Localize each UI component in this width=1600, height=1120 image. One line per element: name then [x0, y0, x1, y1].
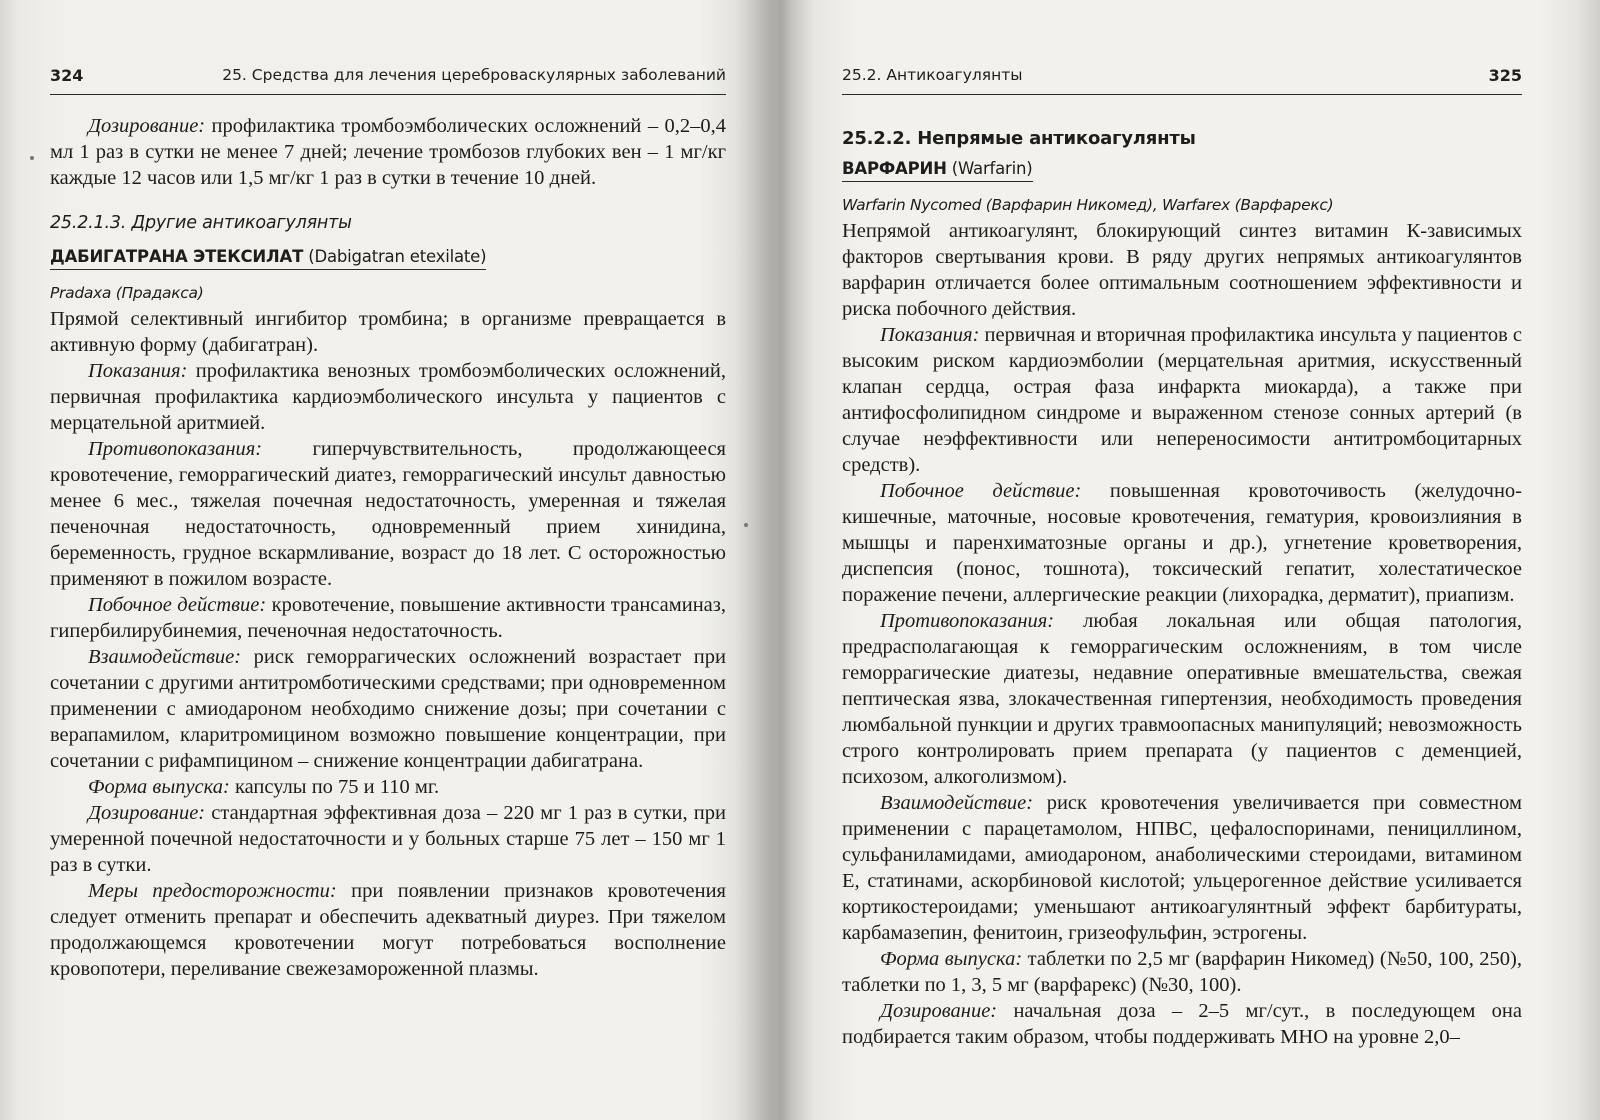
- release-form-label: Форма выпуска:: [880, 948, 1023, 970]
- indications-text: профилактика венозных тромбоэмболических осложнений, первичная профилактика кардиоэмболического инсульта у пациентов с мерцательной аритмией.: [50, 360, 726, 434]
- side-effects-paragraph: [50, 592, 726, 644]
- page-body: [842, 124, 1522, 1050]
- right-page: [842, 0, 1522, 1120]
- side-effects-paragraph: [842, 478, 1522, 608]
- drug-latin-name: (Warfarin): [946, 159, 1033, 178]
- indications-text: первичная и вторичная профилактика инсульта у пациентов с высоким риском кардиоэмболии (мерцательная аритмия, искусственный клапан сердца, острая фаза инфаркта миокарда), а также при антифосфолипидном синдроме и выраженном стенозе сонных артерий (в случае неэффективности или непереносимости антитромбоцитарных средств).: [842, 324, 1523, 476]
- release-form-text: таблетки по 2,5 мг (варфарин Никомед) (№50, 100, 250), таблетки по 1, 3, 5 мг (варфарекс) (№30, 100).: [842, 948, 1523, 996]
- drug-name: ДАБИГАТРАНА ЭТЕКСИЛАТ: [50, 247, 304, 266]
- dosing-label: Дозирование:: [88, 115, 206, 137]
- interactions-paragraph: [50, 644, 726, 774]
- section-heading: 25.2.2. Непрямые антикоагулянты: [842, 128, 1196, 149]
- interactions-paragraph: [842, 790, 1522, 946]
- precautions-label: Меры предосторожности:: [88, 880, 337, 902]
- side-effects-text: повышенная кровоточивость (желудочно-кишечные, маточные, носовые кровотечения, гематурия, кровоизлияния в мышцы и паренхиматозные органы и др.), угнетение кроветворения, диспепсия (понос, тошнота), токсический гепатит, холестатическое поражение печени, аллергические реакции (лихорадка, дерматит), приапизм.: [842, 480, 1522, 606]
- indications-label: Показания:: [880, 324, 980, 346]
- precautions-paragraph: [50, 878, 726, 982]
- drug-heading: [50, 247, 486, 270]
- section-heading: 25.2.1.3. Другие антикоагулянты: [50, 213, 352, 233]
- interactions-label: Взаимодействие:: [88, 646, 242, 668]
- contraindications-text: гиперчувствительность, продолжающееся кровотечение, геморрагический диатез, геморрагический инсульт давностью менее 6 мес., тяжелая почечная недостаточность, умеренная и тяжелая печеночная недостаточность, одновременный прием хинидина, беременность, грудное вскармливание, возраст до 18 лет. С осторожностью применяют в пожилом возрасте.: [50, 438, 726, 590]
- release-form-paragraph: [50, 774, 726, 800]
- page-number: 325: [1488, 66, 1522, 85]
- interactions-text: риск геморрагических осложнений возрастает при сочетании с другими антитромботическими средствами; при одновременном применении с амиодароном необходимо снижение дозы; при сочетании с верапамилом, кларитромицином возможно повышение концентрации, при сочетании с рифампицином – снижение концентрации дабигатрана.: [50, 646, 726, 772]
- contraindications-paragraph: [50, 436, 726, 592]
- description-paragraph: Непрямой антикоагулянт, блокирующий синтез витамин К-зависимых факторов свертывания крови. В ряду других непрямых антикоагулянтов варфарин отличается более оптимальным соотношением эффективности и риска побочного действия.: [842, 220, 1522, 320]
- dosing-text: профилактика тромбоэмболических осложнений – 0,2–0,4 мл 1 раз в сутки не менее 7 дней; лечение тромбозов глубоких вен – 1 мг/кг каждые 12 часов или 1,5 мг/кг 1 раз в сутки в течение 10 дней.: [50, 115, 726, 189]
- scan-speck: [744, 523, 748, 527]
- contraindications-paragraph: [842, 608, 1522, 790]
- side-effects-text: кровотечение, повышение активности трансаминаз, гипербилирубинемия, печеночная недостаточность.: [50, 594, 726, 642]
- contraindications-text: любая локальная или общая патология, предрасполагающая к геморрагическим осложнениям, в том числе геморрагические диатезы, недавние оперативные вмешательства, свежая пептическая язва, злокачественная гипертензия, необходимость проведения люмбальной пункции и других травмоопасных манипуляций; невозможность строго контролировать прием препарата (у пациентов с деменцией, психозом, алкоголизмом).: [842, 610, 1522, 788]
- running-header: [842, 62, 1522, 95]
- release-form-label: Форма выпуска:: [88, 776, 230, 798]
- dosing-text: начальная доза – 2–5 мг/сут., в последующем она подбирается таким образом, чтобы поддерживать МНО на уровне 2,0–: [842, 1000, 1522, 1048]
- page-body: [50, 113, 726, 982]
- dosing-label: Дозирование:: [880, 1000, 998, 1022]
- drug-name: ВАРФАРИН: [842, 159, 947, 178]
- dosing-paragraph: [50, 800, 726, 878]
- book-gutter-shadow: [740, 0, 810, 1120]
- indications-label: Показания:: [88, 360, 188, 382]
- contraindications-label: Противопоказания:: [880, 610, 1055, 632]
- left-page: [50, 0, 726, 1120]
- description-paragraph: Прямой селективный ингибитор тромбина; в организме превращается в активную форму (дабигатран).: [50, 308, 726, 356]
- dosing-label: Дозирование:: [88, 802, 206, 824]
- indications-paragraph: [842, 322, 1522, 478]
- running-title: 25. Средства для лечения цереброваскулярных заболеваний: [222, 66, 726, 84]
- contraindications-label: Противопоказания:: [88, 438, 263, 460]
- dosing-paragraph: [50, 113, 726, 191]
- running-title: 25.2. Антикоагулянты: [842, 66, 1023, 84]
- side-effects-label: Побочное действие:: [88, 594, 267, 616]
- dosing-paragraph: [842, 998, 1522, 1050]
- dosing-text: стандартная эффективная доза – 220 мг 1 раз в сутки, при умеренной почечной недостаточности и у больных старше 75 лет – 150 мг 1 раз в сутки.: [50, 802, 726, 876]
- page-number: 324: [50, 66, 84, 85]
- trade-names: Warfarin Nycomed (Варфарин Никомед), Warfarex (Варфарекс): [842, 196, 1334, 214]
- running-header: [50, 62, 726, 95]
- drug-latin-name: (Dabigatran etexilate): [303, 247, 487, 266]
- scan-speck: [30, 156, 34, 160]
- trade-names: Pradaxa (Прадакса): [50, 284, 204, 302]
- release-form-text: капсулы по 75 и 110 мг.: [229, 776, 440, 798]
- precautions-text: при появлении признаков кровотечения следует отменить препарат и обеспечить адекватный диурез. При тяжелом продолжающемся кровотечении могут потребоваться восполнение кровопотери, переливание свежезамороженной плазмы.: [50, 880, 726, 980]
- interactions-text: риск кровотечения увеличивается при совместном применении с парацетамолом, НПВС, цефалоспоринами, пенициллином, сульфаниламидами, амиодароном, анаболическими стероидами, витамином Е, статинами, аскорбиновой кислотой; ульцерогенное действие усиливается кортикостероидами; уменьшают антикоагулянтный эффект барбитураты, карбамазепин, фенитоин, гризеофульфин, эстрогены.: [842, 792, 1522, 944]
- indications-paragraph: [50, 358, 726, 436]
- release-form-paragraph: [842, 946, 1522, 998]
- drug-heading: [842, 159, 1033, 182]
- side-effects-label: Побочное действие:: [880, 480, 1082, 502]
- interactions-label: Взаимодействие:: [880, 792, 1034, 814]
